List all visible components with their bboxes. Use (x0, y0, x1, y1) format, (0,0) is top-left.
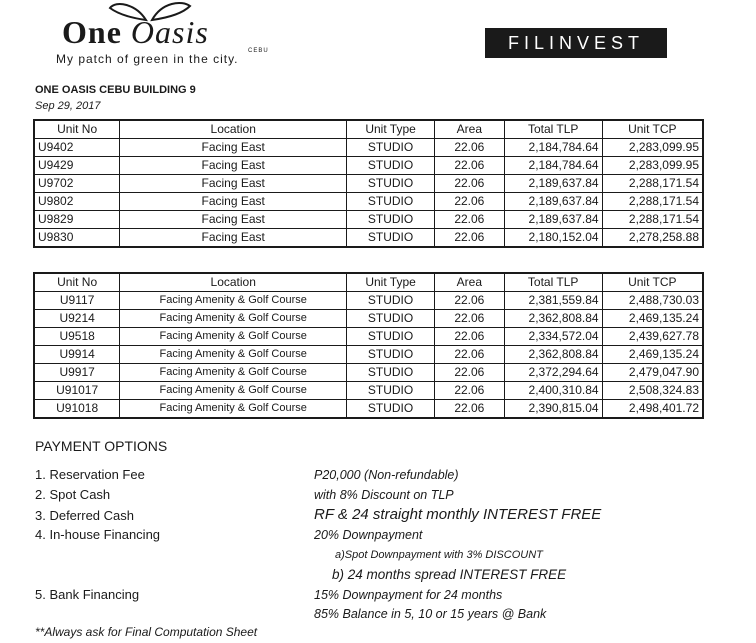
unit-no: U9829 (34, 211, 120, 229)
total-tlp: 2,189,637.84 (504, 211, 602, 229)
bank-detail-2: 85% Balance in 5, 10 or 15 years @ Bank (314, 607, 547, 621)
col-header: Unit TCP (602, 273, 703, 292)
table-row (34, 211, 703, 229)
option-spot-cash: 2. Spot Cash (35, 487, 111, 502)
bank-detail-1: 15% Downpayment for 24 months (314, 588, 503, 602)
unit-tcp: 2,508,324.83 (602, 382, 703, 400)
unit-no: U9702 (34, 175, 120, 193)
option-bank-financing: 5. Bank Financing (35, 587, 140, 602)
logo-cebu: CEBU (248, 48, 269, 54)
col-header: Unit Type (347, 120, 435, 139)
spot-cash-detail: with 8% Discount on TLP (314, 488, 454, 502)
total-tlp: 2,362,808.84 (504, 346, 602, 364)
unit-no: U9518 (34, 328, 120, 346)
unit-no: U9917 (34, 364, 120, 382)
table-row (34, 139, 703, 157)
unit-type: STUDIO (347, 364, 435, 382)
area: 22.06 (434, 364, 504, 382)
area: 22.06 (434, 310, 504, 328)
inhouse-detail-a: a)Spot Downpayment with 3% DISCOUNT (335, 549, 543, 561)
table-row (34, 175, 703, 193)
location: Facing East (120, 139, 347, 157)
location: Facing Amenity & Golf Course (120, 328, 347, 346)
logo-tagline: My patch of green in the city. (56, 52, 239, 66)
option-inhouse-financing: 4. In-house Financing (35, 527, 161, 542)
unit-tcp: 2,288,171.54 (602, 193, 703, 211)
unit-tcp: 2,288,171.54 (602, 175, 703, 193)
document-date: Sep 29, 2017 (35, 100, 101, 112)
unit-no: U9914 (34, 346, 120, 364)
table-row (34, 157, 703, 175)
unit-type: STUDIO (347, 229, 435, 248)
unit-tcp: 2,278,258.88 (602, 229, 703, 248)
col-header: Unit No (34, 273, 120, 292)
deferred-detail: RF & 24 straight monthly INTEREST FREE (314, 506, 602, 523)
unit-type: STUDIO (347, 292, 435, 310)
col-header: Area (434, 120, 504, 139)
unit-tcp: 2,469,135.24 (602, 346, 703, 364)
payment-options-title: PAYMENT OPTIONS (35, 438, 168, 454)
area: 22.06 (434, 157, 504, 175)
location: Facing Amenity & Golf Course (120, 310, 347, 328)
table-row (34, 364, 703, 382)
unit-tcp: 2,288,171.54 (602, 211, 703, 229)
col-header: Location (120, 120, 347, 139)
location: Facing Amenity & Golf Course (120, 400, 347, 419)
col-header: Location (120, 273, 347, 292)
col-header: Total TLP (504, 120, 602, 139)
unit-no: U91017 (34, 382, 120, 400)
area: 22.06 (434, 292, 504, 310)
unit-no: U91018 (34, 400, 120, 419)
filinvest-logo: FILINVEST (485, 28, 667, 58)
col-header: Unit TCP (602, 120, 703, 139)
total-tlp: 2,334,572.04 (504, 328, 602, 346)
option-deferred-cash: 3. Deferred Cash (35, 508, 134, 523)
unit-type: STUDIO (347, 310, 435, 328)
unit-no: U9830 (34, 229, 120, 248)
unit-type: STUDIO (347, 211, 435, 229)
unit-type: STUDIO (347, 175, 435, 193)
area: 22.06 (434, 193, 504, 211)
logo-one: One (62, 14, 122, 50)
col-header: Total TLP (504, 273, 602, 292)
total-tlp: 2,390,815.04 (504, 400, 602, 419)
inhouse-detail-b: b) 24 months spread INTEREST FREE (332, 567, 567, 582)
location: Facing East (120, 157, 347, 175)
unit-tcp: 2,479,047.90 (602, 364, 703, 382)
table-row (34, 310, 703, 328)
logo-oasis: Oasis (130, 14, 209, 50)
total-tlp: 2,372,294.64 (504, 364, 602, 382)
area: 22.06 (434, 229, 504, 248)
units-facing-amenity-table (33, 272, 704, 419)
area: 22.06 (434, 175, 504, 193)
area: 22.06 (434, 346, 504, 364)
total-tlp: 2,400,310.84 (504, 382, 602, 400)
total-tlp: 2,381,559.84 (504, 292, 602, 310)
location: Facing Amenity & Golf Course (120, 382, 347, 400)
table-row (34, 400, 703, 419)
unit-tcp: 2,488,730.03 (602, 292, 703, 310)
col-header: Area (434, 273, 504, 292)
location: Facing East (120, 211, 347, 229)
area: 22.06 (434, 211, 504, 229)
unit-no: U9214 (34, 310, 120, 328)
total-tlp: 2,189,637.84 (504, 193, 602, 211)
total-tlp: 2,180,152.04 (504, 229, 602, 248)
area: 22.06 (434, 382, 504, 400)
area: 22.06 (434, 328, 504, 346)
unit-type: STUDIO (347, 157, 435, 175)
total-tlp: 2,189,637.84 (504, 175, 602, 193)
unit-type: STUDIO (347, 382, 435, 400)
area: 22.06 (434, 139, 504, 157)
logo-wordmark (62, 14, 209, 51)
location: Facing East (120, 229, 347, 248)
location: Facing East (120, 175, 347, 193)
location: Facing Amenity & Golf Course (120, 364, 347, 382)
unit-no: U9402 (34, 139, 120, 157)
computation-note: **Always ask for Final Computation Sheet (35, 625, 258, 639)
col-header: Unit No (34, 120, 120, 139)
unit-type: STUDIO (347, 328, 435, 346)
inhouse-detail: 20% Downpayment (314, 528, 423, 542)
building-title: ONE OASIS CEBU BUILDING 9 (35, 84, 196, 96)
one-oasis-logo (52, 0, 292, 72)
unit-type: STUDIO (347, 193, 435, 211)
reservation-detail: P20,000 (Non-refundable) (314, 468, 459, 482)
unit-tcp: 2,283,099.95 (602, 157, 703, 175)
unit-tcp: 2,469,135.24 (602, 310, 703, 328)
total-tlp: 2,362,808.84 (504, 310, 602, 328)
area: 22.06 (434, 400, 504, 419)
unit-type: STUDIO (347, 346, 435, 364)
table-row (34, 292, 703, 310)
unit-no: U9429 (34, 157, 120, 175)
table-row (34, 328, 703, 346)
total-tlp: 2,184,784.64 (504, 139, 602, 157)
location: Facing Amenity & Golf Course (120, 292, 347, 310)
unit-tcp: 2,439,627.78 (602, 328, 703, 346)
unit-no: U9117 (34, 292, 120, 310)
table-row (34, 346, 703, 364)
table-row (34, 382, 703, 400)
unit-type: STUDIO (347, 139, 435, 157)
units-facing-east-table (33, 119, 704, 248)
table-row (34, 229, 703, 248)
location: Facing East (120, 193, 347, 211)
option-reservation-fee: 1. Reservation Fee (35, 467, 145, 482)
total-tlp: 2,184,784.64 (504, 157, 602, 175)
unit-no: U9802 (34, 193, 120, 211)
col-header: Unit Type (347, 273, 435, 292)
location: Facing Amenity & Golf Course (120, 346, 347, 364)
unit-tcp: 2,283,099.95 (602, 139, 703, 157)
unit-type: STUDIO (347, 400, 435, 419)
table-row (34, 193, 703, 211)
unit-tcp: 2,498,401.72 (602, 400, 703, 419)
